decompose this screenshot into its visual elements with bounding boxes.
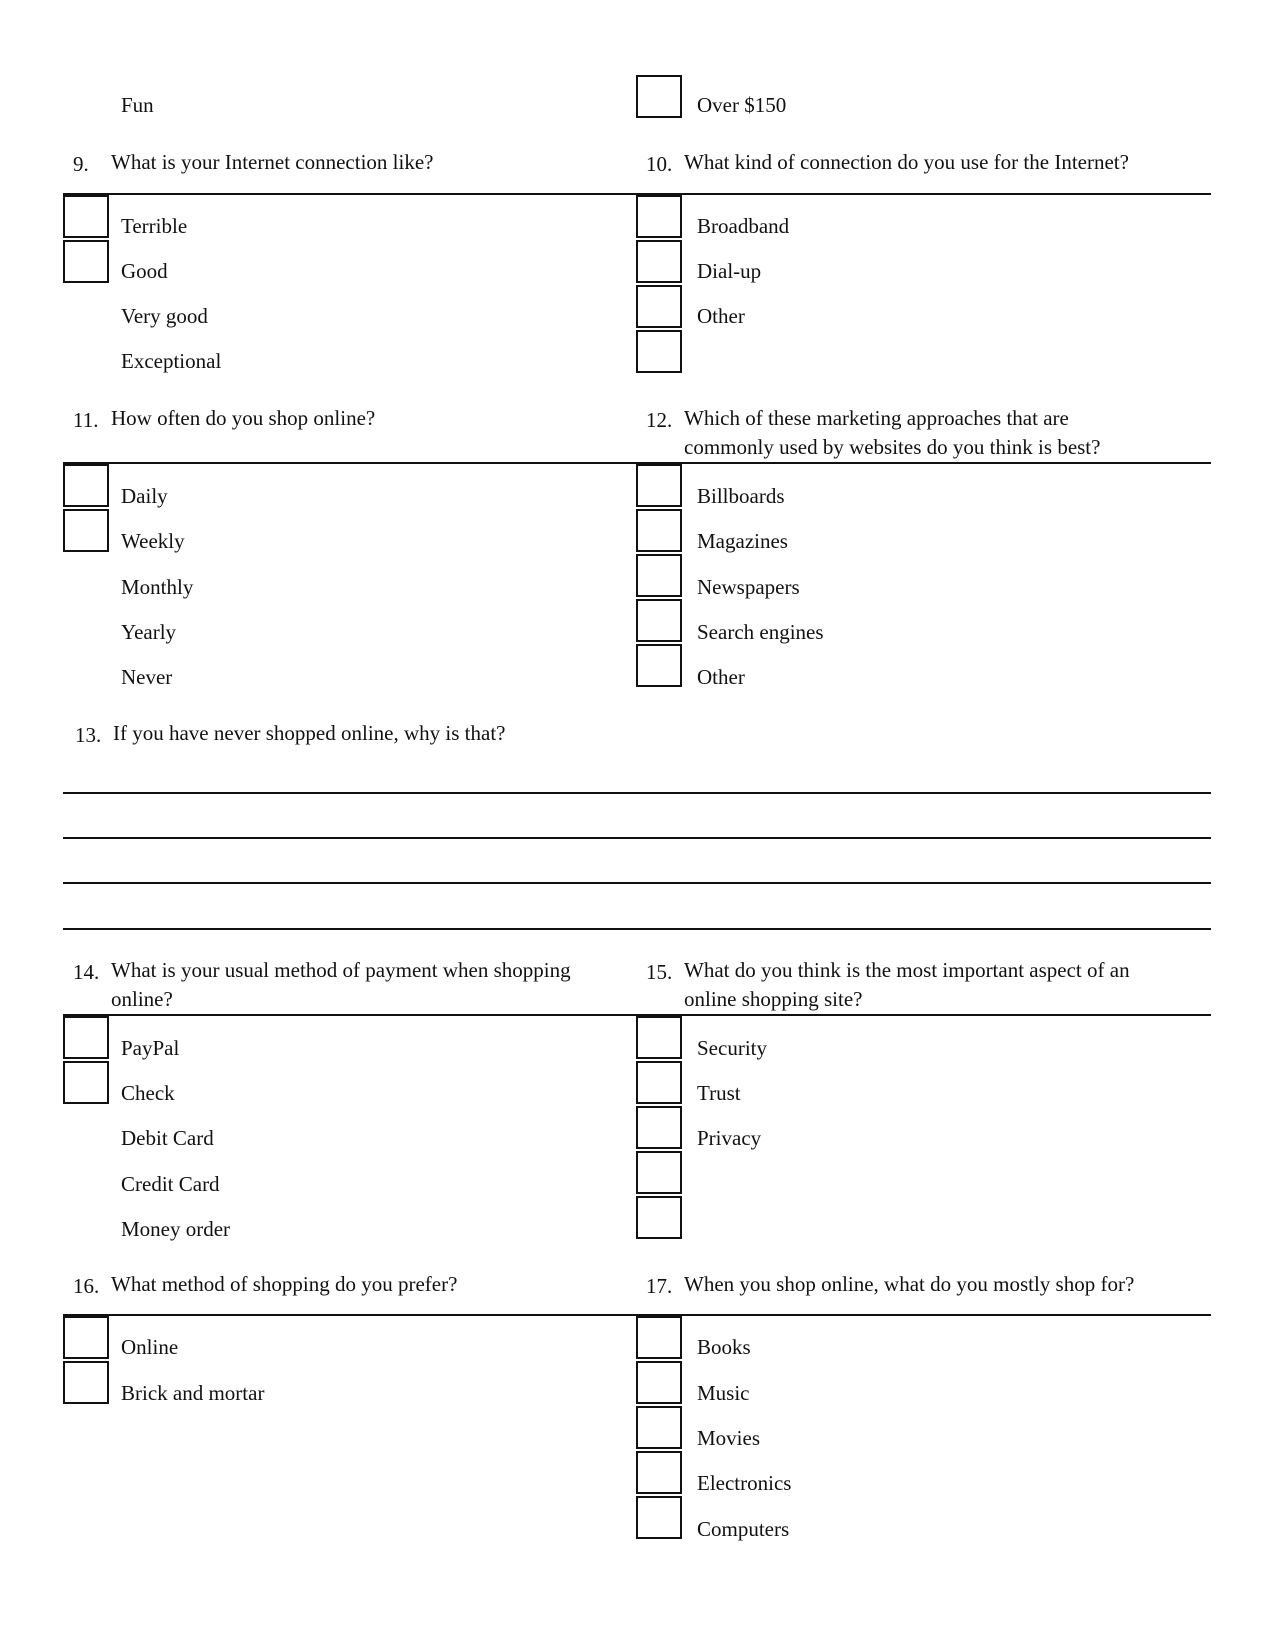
option-label: Search engines (697, 620, 824, 644)
question-text: If you have never shopped online, why is that? (113, 721, 506, 745)
divider (63, 462, 636, 464)
checkbox[interactable] (636, 1361, 682, 1404)
checkbox[interactable] (63, 464, 109, 507)
option-label: Debit Card (121, 1126, 214, 1150)
checkbox[interactable] (636, 75, 682, 118)
option-label: Brick and mortar (121, 1381, 265, 1405)
option-label: Computers (697, 1517, 790, 1541)
question-number: 10. (646, 152, 673, 176)
divider (636, 1014, 1211, 1016)
question-number: 9. (73, 152, 89, 176)
option-label: Never (121, 665, 173, 689)
divider (636, 193, 1211, 195)
checkbox[interactable] (63, 195, 109, 238)
option-label: Books (697, 1335, 751, 1359)
checkbox[interactable] (636, 509, 682, 552)
checkbox[interactable] (636, 644, 682, 687)
question-number: 17. (646, 1274, 673, 1298)
checkbox[interactable] (636, 464, 682, 507)
checkbox[interactable] (636, 330, 682, 373)
question-text: What kind of connection do you use for the Internet? (684, 150, 1129, 174)
checkbox[interactable] (636, 1496, 682, 1539)
answer-line[interactable] (63, 837, 1211, 839)
checkbox[interactable] (63, 1316, 109, 1359)
option-label: Electronics (697, 1471, 792, 1495)
divider (63, 1014, 636, 1016)
option-label: Security (697, 1036, 767, 1060)
option-label: Yearly (121, 620, 177, 644)
question-text-line2: commonly used by websites do you think is best? (684, 435, 1101, 459)
question-number: 16. (73, 1274, 100, 1298)
checkbox[interactable] (63, 1361, 109, 1404)
option-label: Monthly (121, 575, 194, 599)
question-text: When you shop online, what do you mostly shop for? (684, 1272, 1135, 1296)
question-number: 12. (646, 408, 673, 432)
checkbox[interactable] (63, 1061, 109, 1104)
option-label: Over $150 (697, 93, 787, 117)
option-label: Check (121, 1081, 175, 1105)
option-label: Terrible (121, 214, 188, 238)
question-text: What method of shopping do you prefer? (111, 1272, 458, 1296)
checkbox[interactable] (636, 1061, 682, 1104)
option-label: Weekly (121, 529, 185, 553)
checkbox[interactable] (636, 1106, 682, 1149)
option-label: Good (121, 259, 168, 283)
checkbox[interactable] (636, 1016, 682, 1059)
question-text-line2: online? (111, 987, 173, 1011)
checkbox[interactable] (636, 1196, 682, 1239)
divider (636, 462, 1211, 464)
question-number: 15. (646, 960, 673, 984)
question-text-line2: online shopping site? (684, 987, 863, 1011)
checkbox[interactable] (636, 195, 682, 238)
checkbox[interactable] (636, 240, 682, 283)
option-label: Money order (121, 1217, 231, 1241)
question-number: 14. (73, 960, 100, 984)
answer-line[interactable] (63, 882, 1211, 884)
checkbox[interactable] (63, 240, 109, 283)
divider (63, 193, 636, 195)
checkbox[interactable] (636, 1406, 682, 1449)
checkbox[interactable] (636, 285, 682, 328)
divider (636, 1314, 1211, 1316)
question-text: How often do you shop online? (111, 406, 376, 430)
option-label: Other (697, 665, 745, 689)
question-text: What is your Internet connection like? (111, 150, 434, 174)
option-label: Daily (121, 484, 168, 508)
option-label: Other (697, 304, 745, 328)
option-label: Fun (121, 93, 154, 117)
option-label: Trust (697, 1081, 741, 1105)
checkbox[interactable] (636, 1451, 682, 1494)
checkbox[interactable] (63, 509, 109, 552)
checkbox[interactable] (63, 1016, 109, 1059)
option-label: Credit Card (121, 1172, 220, 1196)
option-label: Magazines (697, 529, 788, 553)
question-number: 11. (73, 408, 99, 432)
option-label: Movies (697, 1426, 760, 1450)
option-label: Music (697, 1381, 750, 1405)
option-label: Dial-up (697, 259, 762, 283)
checkbox[interactable] (636, 1151, 682, 1194)
option-label: Newspapers (697, 575, 800, 599)
option-label: PayPal (121, 1036, 180, 1060)
answer-line[interactable] (63, 928, 1211, 930)
divider (63, 1314, 636, 1316)
option-label: Online (121, 1335, 179, 1359)
option-label: Very good (121, 304, 208, 328)
checkbox[interactable] (636, 554, 682, 597)
checkbox[interactable] (636, 599, 682, 642)
option-label: Billboards (697, 484, 785, 508)
question-text-line1: Which of these marketing approaches that are (684, 406, 1069, 430)
question-text-line1: What do you think is the most important aspect of an (684, 958, 1130, 982)
option-label: Privacy (697, 1126, 762, 1150)
checkbox[interactable] (636, 1316, 682, 1359)
question-text-line1: What is your usual method of payment when shopping (111, 958, 571, 982)
question-number: 13. (75, 723, 102, 747)
option-label: Exceptional (121, 349, 222, 373)
answer-line[interactable] (63, 792, 1211, 794)
option-label: Broadband (697, 214, 790, 238)
